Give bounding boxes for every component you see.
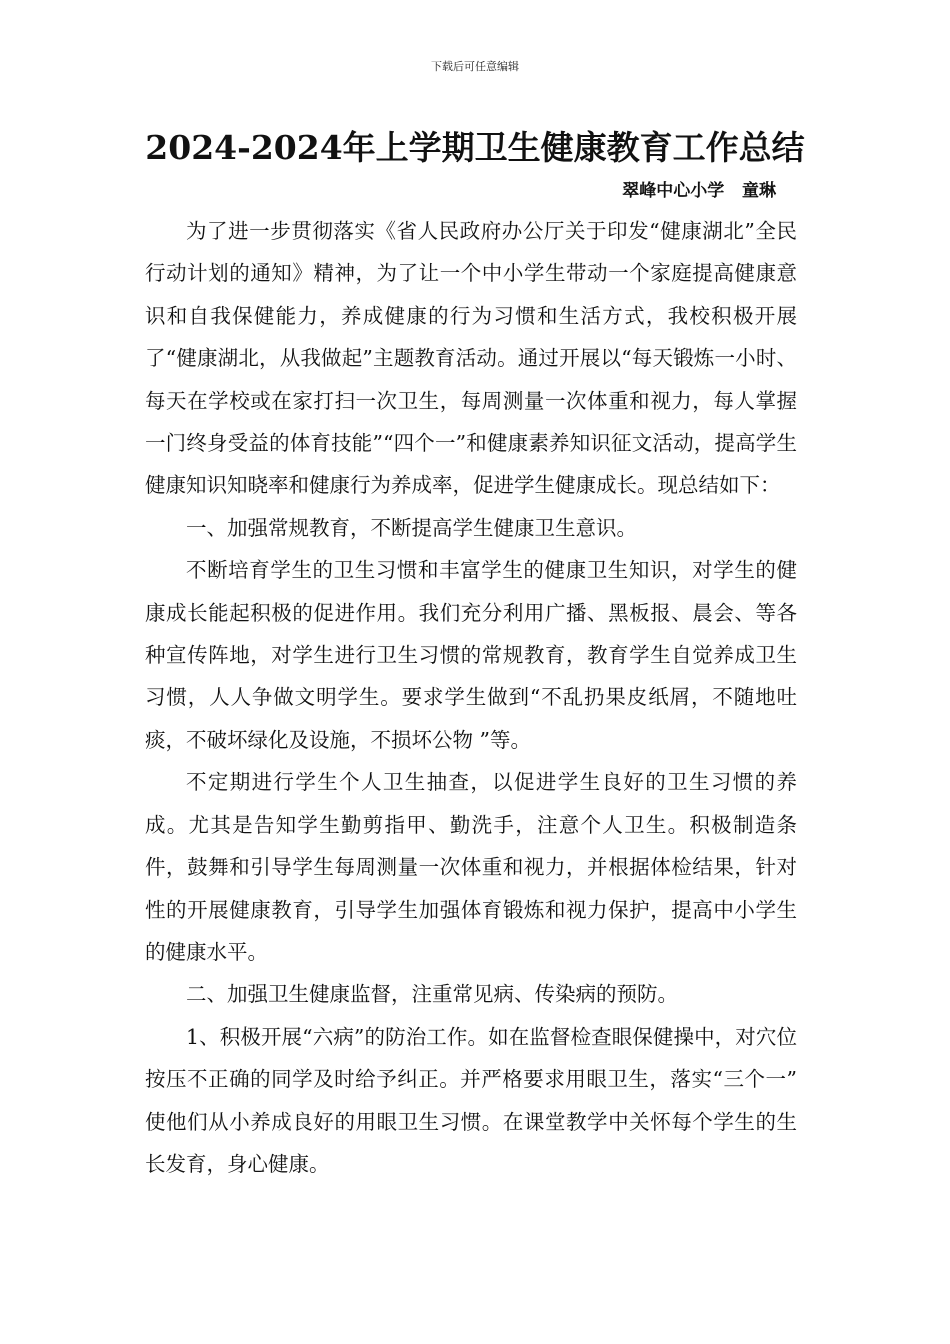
paragraph: 不定期进行学生个人卫生抽查，以促进学生良好的卫生习惯的养成。尤其是告知学生勤剪指甲、勤洗手，注意个人卫生。积极制造条件，鼓舞和引导学生每周测量一次体重和视力，并根据体检结果，针对性的开展健康教育，引导学生加强体育锻炼和视力保护，提高中小学生的健康水平。	[145, 770, 797, 964]
author-line: 翠峰中心小学 童琳	[622, 181, 776, 201]
paragraph: 不断培育学生的卫生习惯和丰富学生的健康卫生知识，对学生的健康成长能起积极的促进作用。我们充分利用广播、黑板报、晨会、等各种宣传阵地，对学生进行卫生习惯的常规教育，教育学生自觉养成卫生习惯，人人争做文明学生。要求学生做到“不乱扔果皮纸屑，不随地吐痰，不破坏绿化及设施，不损坏公物 ”等。	[145, 558, 797, 752]
header-note: 下载后可任意编辑	[431, 60, 519, 73]
section-heading-1: 一、加强常规教育，不断提高学生健康卫生意识。	[186, 515, 637, 540]
document-body	[145, 210, 797, 1185]
paragraph-intro: 为了进一步贯彻落实《省人民政府办公厅关于印发“健康湖北”全民行动计划的通知》精神，为了让一个中小学生带动一个家庭提高健康意识和自我保健能力，养成健康的行为习惯和生活方式，我校积极开展了“健康湖北，从我做起”主题教育活动。通过开展以“每天锻炼一小时、每天在学校或在家打扫一次卫生，每周测量一次体重和视力，每人掌握一门终身受益的体育技能”“四个一”和健康素养知识征文活动，提高学生健康知识知晓率和健康行为养成率，促进学生健康成长。现总结如下：	[145, 219, 797, 498]
paragraph: 1、积极开展“六病”的防治工作。如在监督检查眼保健操中，对穴位按压不正确的同学及时给予纠正。并严格要求用眼卫生，落实“三个一” 使他们从小养成良好的用眼卫生习惯。在课堂教学中关怀每个学生的生长发育，身心健康。	[145, 1024, 797, 1176]
section-heading-2: 二、加强卫生健康监督，注重常见病、传染病的预防。	[186, 982, 678, 1007]
document-title: 2024-2024年上学期卫生健康教育工作总结	[145, 128, 805, 167]
